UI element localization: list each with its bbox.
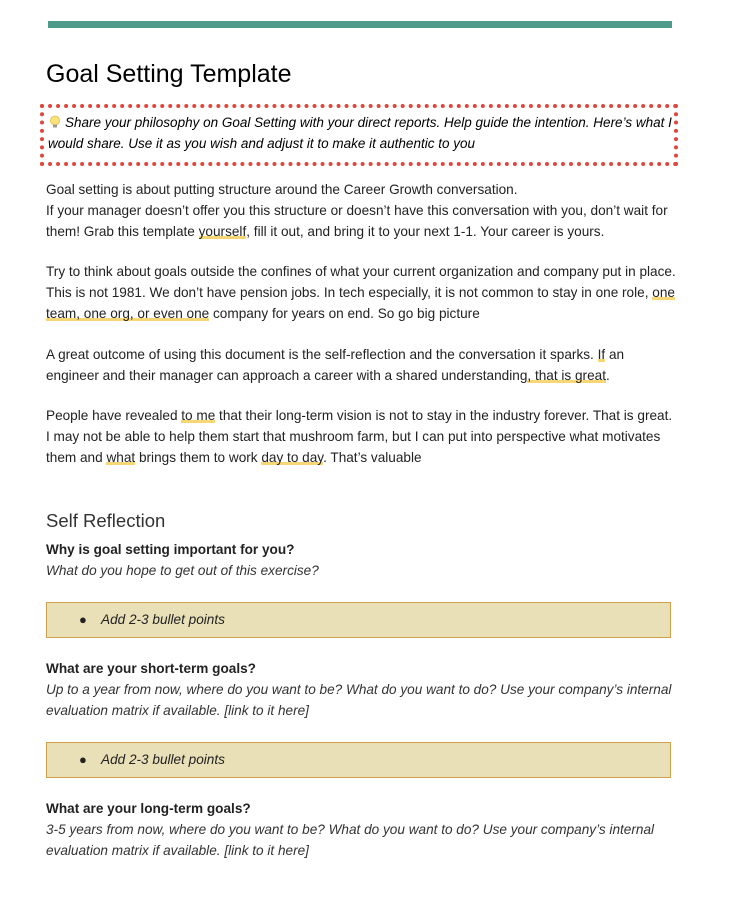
answer-placeholder[interactable]: Add 2-3 bullet points — [101, 612, 225, 627]
question-prompt: What do you hope to get out of this exercise? — [46, 562, 319, 578]
answer-box-short-term[interactable] — [46, 742, 671, 778]
answer-box-why[interactable] — [46, 602, 671, 638]
highlighted-text: what — [106, 449, 136, 465]
intro-text: brings them to work — [135, 449, 262, 465]
question-prompt: 3-5 years from now, where do you want to be? What do you want to do? Use your company’s internal evaluation matrix if available. [link to it here] — [46, 821, 655, 858]
question-block-long-term — [46, 799, 676, 861]
intro-line-2 — [46, 201, 676, 243]
intro-text: that their long-term vision is not to stay in the industry forever. That is great. I may not be able to help them start that mushroom farm, but I can put into perspective what motivates them and — [46, 408, 673, 465]
question-prompt: Up to a year from now, where do you want to be? What do you want to do? Use your company’s internal evaluation matrix if available. [link to it here] — [46, 681, 672, 718]
question-label: What are your long-term goals? — [46, 801, 251, 816]
intro-paragraph-3 — [46, 345, 676, 387]
intro-text: , fill it out, and bring it to your next 1-1. Your career is yours. — [246, 223, 605, 239]
question-block-why — [46, 540, 676, 582]
question-label: What are your short-term goals? — [46, 661, 256, 676]
header-accent-bar — [48, 21, 672, 28]
intro-line-1: Goal setting is about putting structure around the Career Growth conversation. — [46, 182, 518, 197]
highlighted-text: yourself — [198, 223, 247, 239]
intro-paragraph-1 — [46, 180, 676, 242]
callout-text-container — [48, 112, 674, 154]
highlighted-text: day to day — [261, 449, 324, 465]
lightbulb-icon — [48, 115, 62, 129]
highlighted-text: , that is great — [527, 367, 606, 383]
intro-paragraph-2 — [46, 262, 676, 324]
callout-text: Share your philosophy on Goal Setting with your direct reports. Help guide the intention. Here’s what I would share. Use it as you wish and adjust it to make it authentic to you — [48, 115, 672, 151]
intro-text: company for years on end. So go big picture — [209, 305, 480, 321]
intro-text: an engineer and their manager can approach a career with a shared understanding — [46, 347, 625, 383]
question-block-short-term — [46, 659, 676, 721]
intro-paragraph-4 — [46, 406, 676, 468]
intro-text: A great outcome of using this document is the self-reflection and the conversation it sparks. — [46, 347, 598, 362]
intro-text: . — [605, 367, 610, 383]
page-title: Goal Setting Template — [46, 60, 292, 88]
highlighted-text: If — [597, 347, 606, 362]
intro-text: If your manager doesn’t offer you this structure or doesn’t have this conversation with you, don’t wait for them! Grab this template — [46, 202, 668, 239]
answer-placeholder[interactable]: Add 2-3 bullet points — [101, 752, 225, 767]
section-heading-self-reflection: Self Reflection — [46, 510, 166, 531]
highlighted-text: to me — [181, 408, 216, 423]
philosophy-callout — [40, 104, 678, 166]
intro-text: Try to think about goals outside the confines of what your current organization and company put in place. This is not 1981. We don’t have pension jobs. In tech especially, it is not common to stay in one role, — [46, 264, 676, 300]
intro-text: People have revealed — [46, 408, 182, 423]
intro-text: . That’s valuable — [323, 449, 422, 465]
highlighted-text: one team, one org, or even one — [46, 284, 675, 321]
question-label: Why is goal setting important for you? — [46, 542, 295, 557]
bullet-icon: ● — [79, 612, 87, 627]
bullet-icon: ● — [79, 752, 87, 767]
